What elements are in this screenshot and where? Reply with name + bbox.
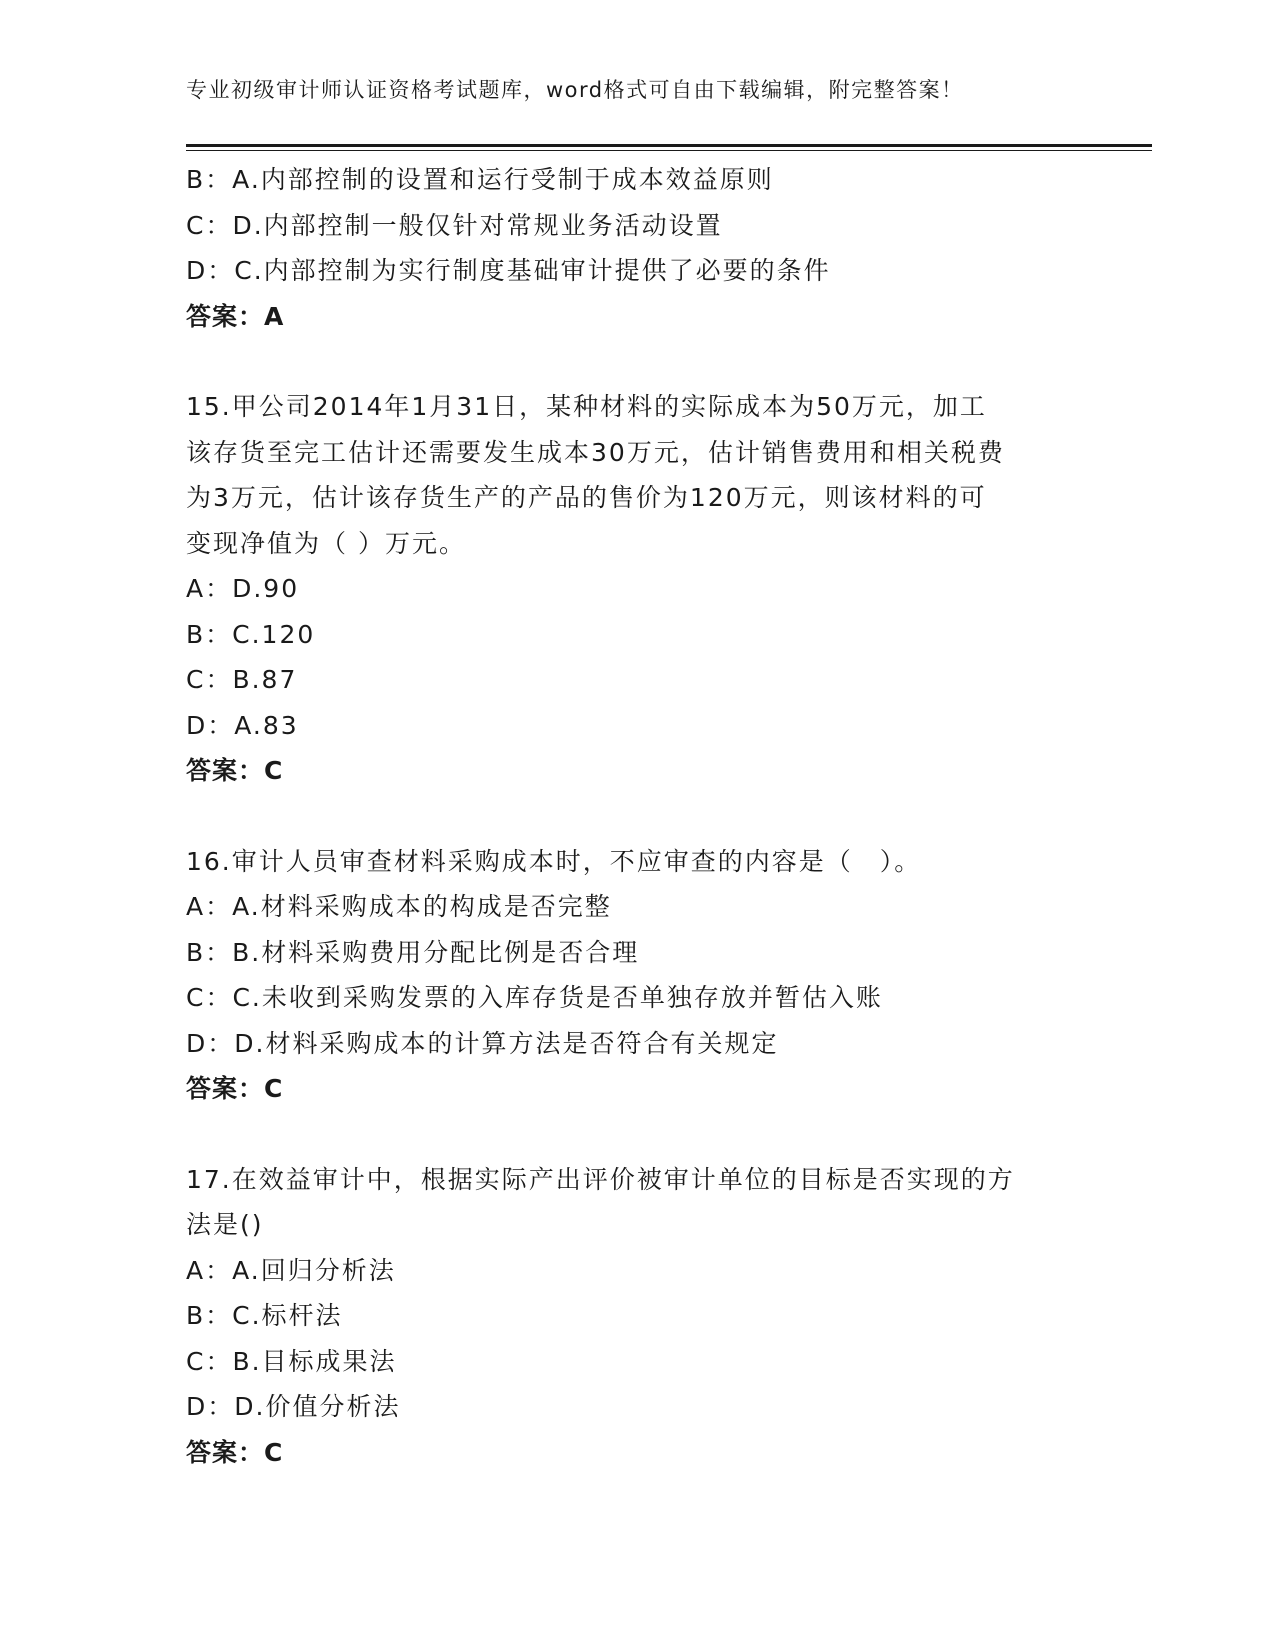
option-c: C：C.未收到采购发票的入库存货是否单独存放并暂估入账 — [186, 983, 883, 1012]
question-block-17 — [186, 1157, 1086, 1476]
spacer — [186, 1112, 1086, 1157]
question-stem-line: 法是() — [186, 1210, 264, 1239]
option-a: A：D.90 — [186, 574, 300, 603]
option-b: B：A.内部控制的设置和运行受制于成本效益原则 — [186, 165, 774, 194]
answer: 答案：C — [186, 1074, 284, 1103]
answer: 答案：C — [186, 756, 284, 785]
option-b: B：C.120 — [186, 619, 316, 649]
answer: 答案：C — [186, 1437, 284, 1467]
spacer — [186, 339, 1086, 384]
answer: 答案：A — [186, 301, 285, 331]
page-header: 专业初级审计师认证资格考试题库，word格式可自由下载编辑，附完整答案！ — [186, 78, 964, 102]
question-block-14 — [186, 157, 1086, 339]
question-block-16 — [186, 839, 1086, 1112]
option-d: D：C.内部控制为实行制度基础审计提供了必要的条件 — [186, 256, 831, 285]
option-c: C：D.内部控制一般仅针对常规业务活动设置 — [186, 210, 723, 240]
option-d: D：D.材料采购成本的计算方法是否符合有关规定 — [186, 1028, 779, 1058]
question-stem-line: 该存货至完工估计还需要发生成本30万元，估计销售费用和相关税费 — [186, 437, 1005, 467]
option-d: D：D.价值分析法 — [186, 1392, 401, 1421]
question-content — [186, 157, 1086, 1475]
option-b: B：C.标杆法 — [186, 1301, 343, 1330]
question-stem-line: 为3万元，估计该存货生产的产品的售价为120万元，则该材料的可 — [186, 483, 987, 512]
question-stem-line: 17.在效益审计中，根据实际产出评价被审计单位的目标是否实现的方 — [186, 1164, 1015, 1194]
question-stem-line: 变现净值为（ ）万元。 — [186, 528, 466, 558]
option-c: C：B.87 — [186, 665, 298, 694]
option-d: D：A.83 — [186, 710, 299, 740]
option-a: A：A.材料采购成本的构成是否完整 — [186, 892, 612, 921]
question-stem-line: 16.审计人员审查材料采购成本时，不应审查的内容是（ ）。 — [186, 846, 922, 876]
question-stem-line: 15.甲公司2014年1月31日，某种材料的实际成本为50万元，加工 — [186, 392, 987, 421]
option-a: A：A.回归分析法 — [186, 1255, 396, 1285]
option-b: B：B.材料采购费用分配比例是否合理 — [186, 937, 640, 967]
header-rule-thin — [186, 150, 1152, 151]
spacer — [186, 794, 1086, 839]
option-c: C：B.目标成果法 — [186, 1346, 397, 1376]
question-block-15 — [186, 384, 1086, 794]
header-rule-thick — [186, 144, 1152, 147]
